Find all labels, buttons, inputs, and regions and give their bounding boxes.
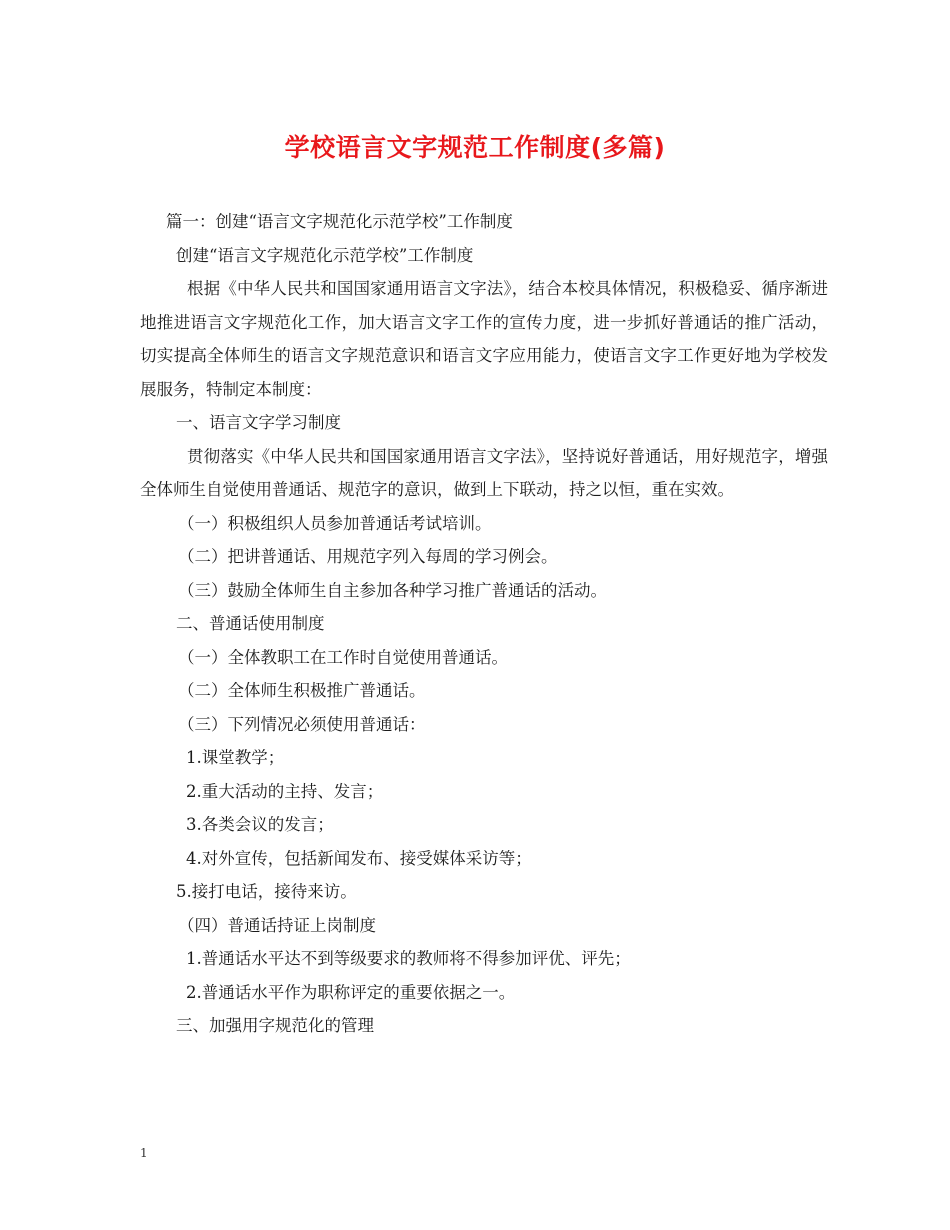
document-title: 学校语言文字规范工作制度(多篇) [284, 133, 666, 162]
paragraph-section-1: 贯彻落实《中华人民共和国国家通用语言文字法》，坚持说好普通话，用好规范字，增强全体师生自觉使用普通话、规范字的意识，做到上下联动，持之以恒，重在实效。 [140, 446, 828, 499]
list-item: 1.普通话水平达不到等级要求的教师将不得参加评优、评先； [186, 949, 631, 968]
list-item: 5.接打电话，接待来访。 [176, 882, 357, 901]
list-item: （四）普通话持证上岗制度 [178, 915, 376, 935]
section-heading-2: 二、普通话使用制度 [176, 614, 325, 633]
list-item: 1.课堂教学； [186, 748, 285, 767]
section-heading: 创建“语言文字规范化示范学校”工作制度 [176, 245, 474, 265]
page-number: 1 [140, 1146, 148, 1160]
list-item: （二）全体师生积极推广普通话。 [178, 681, 426, 700]
list-item: 2.重大活动的主持、发言； [186, 781, 384, 801]
section-heading-3: 三、加强用字规范化的管理 [176, 1016, 374, 1035]
chapter-heading: 篇一：创建“语言文字规范化示范学校”工作制度 [166, 212, 513, 231]
document-body [140, 205, 828, 1043]
list-item: （二）把讲普通话、用规范字列入每周的学习例会。 [178, 547, 558, 566]
list-item: 4.对外宣传，包括新闻发布、接受媒体采访等； [186, 848, 532, 868]
list-item: 2.普通话水平作为职称评定的重要依据之一。 [186, 982, 516, 1002]
list-item: （三）鼓励全体师生自主参加各种学习推广普通话的活动。 [178, 580, 607, 600]
list-item: （一）积极组织人员参加普通话考试培训。 [178, 513, 492, 533]
list-item: 3.各类会议的发言； [186, 815, 334, 834]
list-item: （一）全体教职工在工作时自觉使用普通话。 [178, 647, 508, 667]
section-heading-1: 一、语言文字学习制度 [176, 413, 341, 432]
list-item: （三）下列情况必须使用普通话： [178, 714, 426, 734]
paragraph-intro: 根据《中华人民共和国国家通用语言文字法》，结合本校具体情况，积极稳妥、循序渐进地推进语言文字规范化工作，加大语言文字工作的宣传力度，进一步抓好普通话的推广活动，切实提高全体师生的语言文字规范意识和语言文字应用能力，使语言文字工作更好地为学校发展服务，特制定本制度： [140, 279, 828, 399]
